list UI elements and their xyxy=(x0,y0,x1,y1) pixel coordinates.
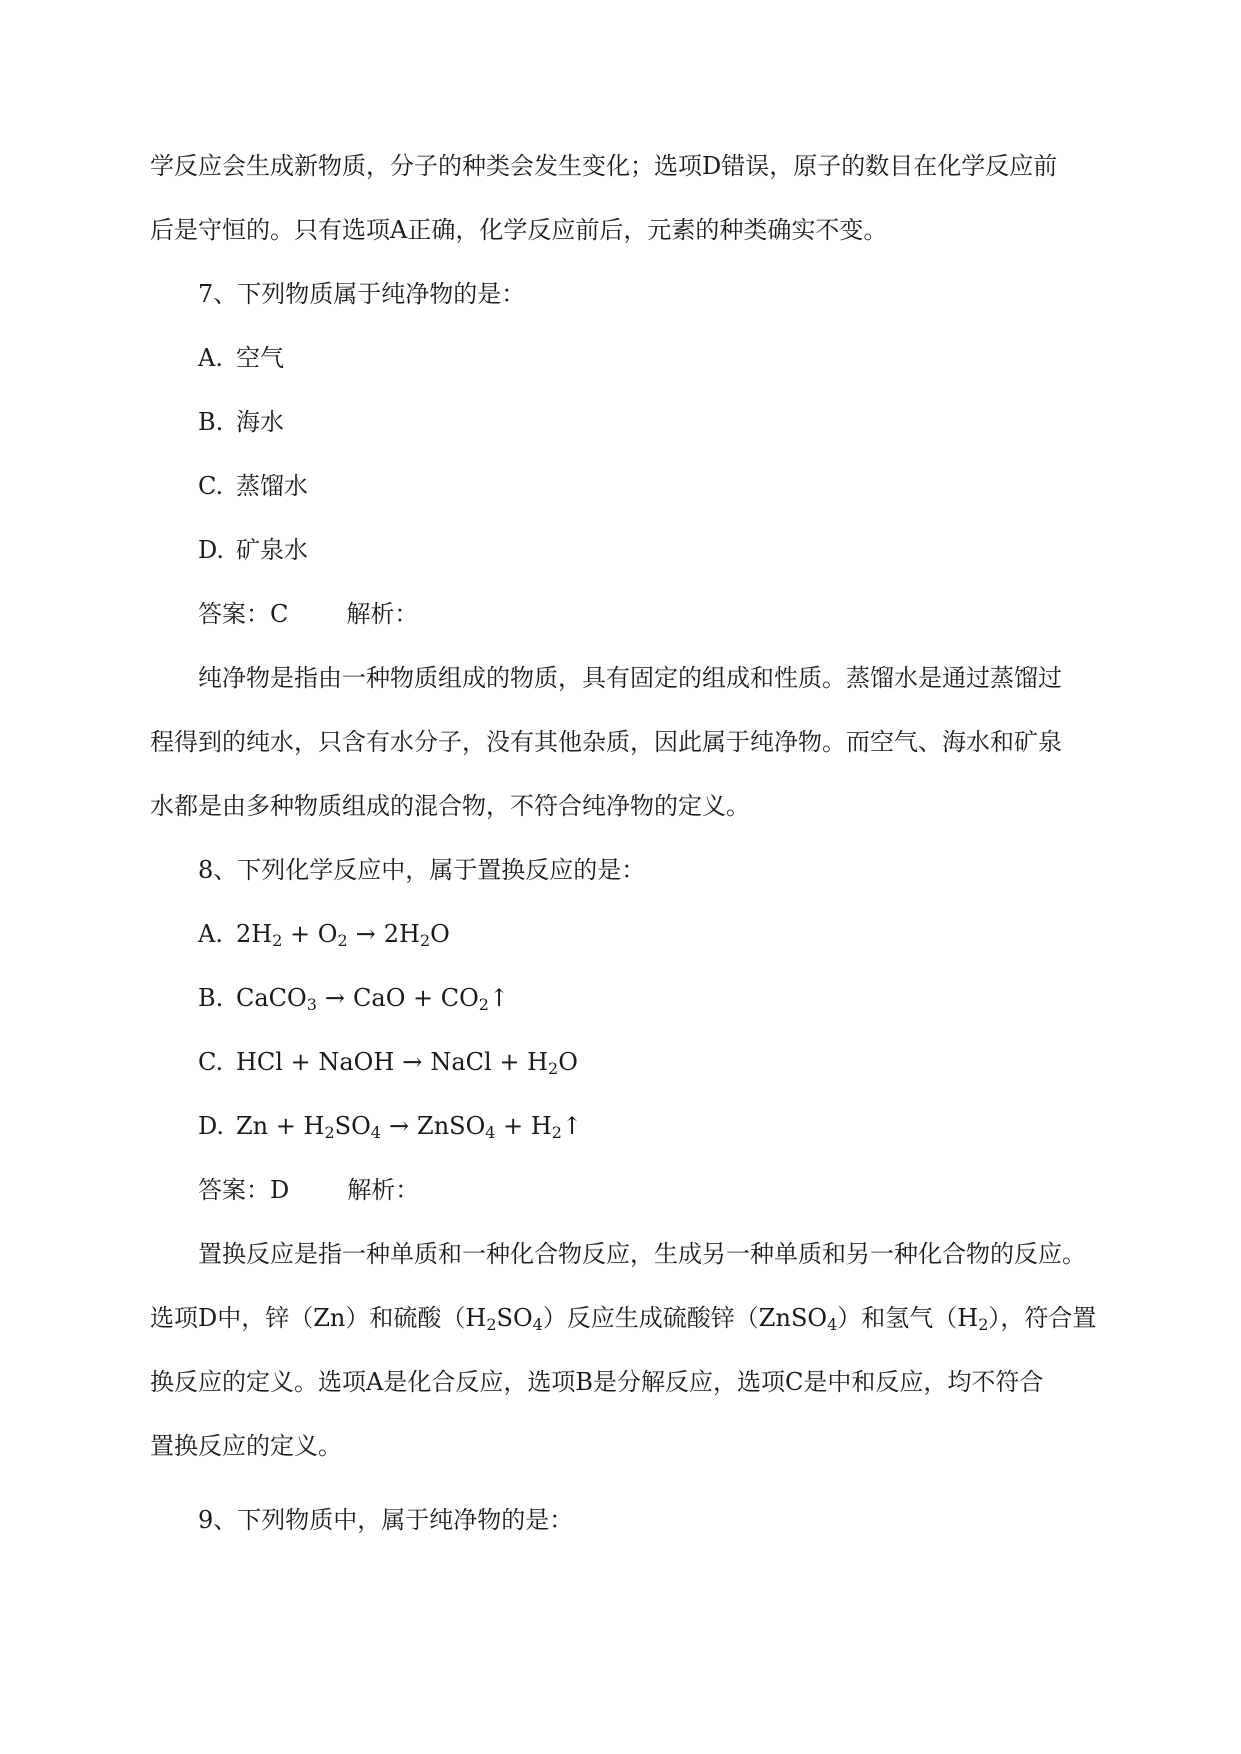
q8-analysis-line: 换反应的定义。选项A是化合反应，选项B是分解反应，选项C是中和反应，均不符合 xyxy=(150,1368,1044,1396)
q8-option-c: C. HCl + NaOH → NaCl + $H_2O$ xyxy=(198,1048,578,1078)
q8-answer-row xyxy=(198,1174,1138,1206)
paragraph-line: 后是守恒的。只有选项A正确，化学反应前后，元素的种类确实不变。 xyxy=(150,216,888,244)
question-7-stem: 7、下列物质属于纯净物的是： xyxy=(198,280,526,308)
arrow-icon: → xyxy=(402,1048,423,1076)
q7-option-c: C. 蒸馏水 xyxy=(198,472,308,500)
q8-option-a: A. $2H_2 + O_2 \to 2H_2O$ xyxy=(198,920,450,950)
q7-analysis-line: 纯净物是指由一种物质组成的物质，具有固定的组成和性质。蒸馏水是通过蒸馏过 xyxy=(198,664,1062,692)
answer-label: 答案：C xyxy=(198,600,289,628)
arrow-icon: → xyxy=(388,1112,410,1140)
q7-analysis-line: 程得到的纯水，只含有水分子，没有其他杂质，因此属于纯净物。而空气、海水和矿泉 xyxy=(150,728,1062,756)
question-8-stem: 8、下列化学反应中，属于置换反应的是： xyxy=(198,856,646,884)
answer-label: 答案：D xyxy=(198,1176,290,1204)
q7-analysis-line: 水都是由多种物质组成的混合物，不符合纯净物的定义。 xyxy=(150,792,750,820)
analysis-label: 解析： xyxy=(346,600,419,628)
q8-analysis-line: 选项D中，锌（Zn）和硫酸$(H_2SO_4)$反应生成硫酸锌（ZnSO$_4$）和氢气$(H_2)$，符合置 xyxy=(150,1304,1097,1334)
paragraph-line: 学反应会生成新物质，分子的种类会发生变化；选项D错误，原子的数目在化学反应前 xyxy=(150,152,1058,180)
q8-analysis-line: 置换反应是指一种单质和一种化合物反应，生成另一种单质和另一种化合物的反应。 xyxy=(198,1240,1086,1268)
q8-option-b: B. CaCO$_3$ → CaO + $CO_2↑$ xyxy=(198,984,510,1014)
up-arrow-icon: ↑ xyxy=(561,1112,583,1140)
q7-option-b: B. 海水 xyxy=(198,408,284,436)
q8-option-d: D. $Zn + H_2SO_4$ → ZnSO$_4$ + $H_2↑$ xyxy=(198,1112,583,1142)
q7-option-a: A. 空气 xyxy=(198,344,284,372)
arrow-icon: → xyxy=(324,984,346,1012)
up-arrow-icon: ↑ xyxy=(488,984,510,1012)
q7-option-d: D. 矿泉水 xyxy=(198,536,308,564)
q8-analysis-line: 置换反应的定义。 xyxy=(150,1432,342,1460)
question-9-stem: 9、下列物质中，属于纯净物的是： xyxy=(198,1506,574,1534)
q7-answer-row xyxy=(198,598,1138,630)
arrow-icon: → xyxy=(355,920,376,948)
analysis-label: 解析： xyxy=(347,1176,420,1204)
